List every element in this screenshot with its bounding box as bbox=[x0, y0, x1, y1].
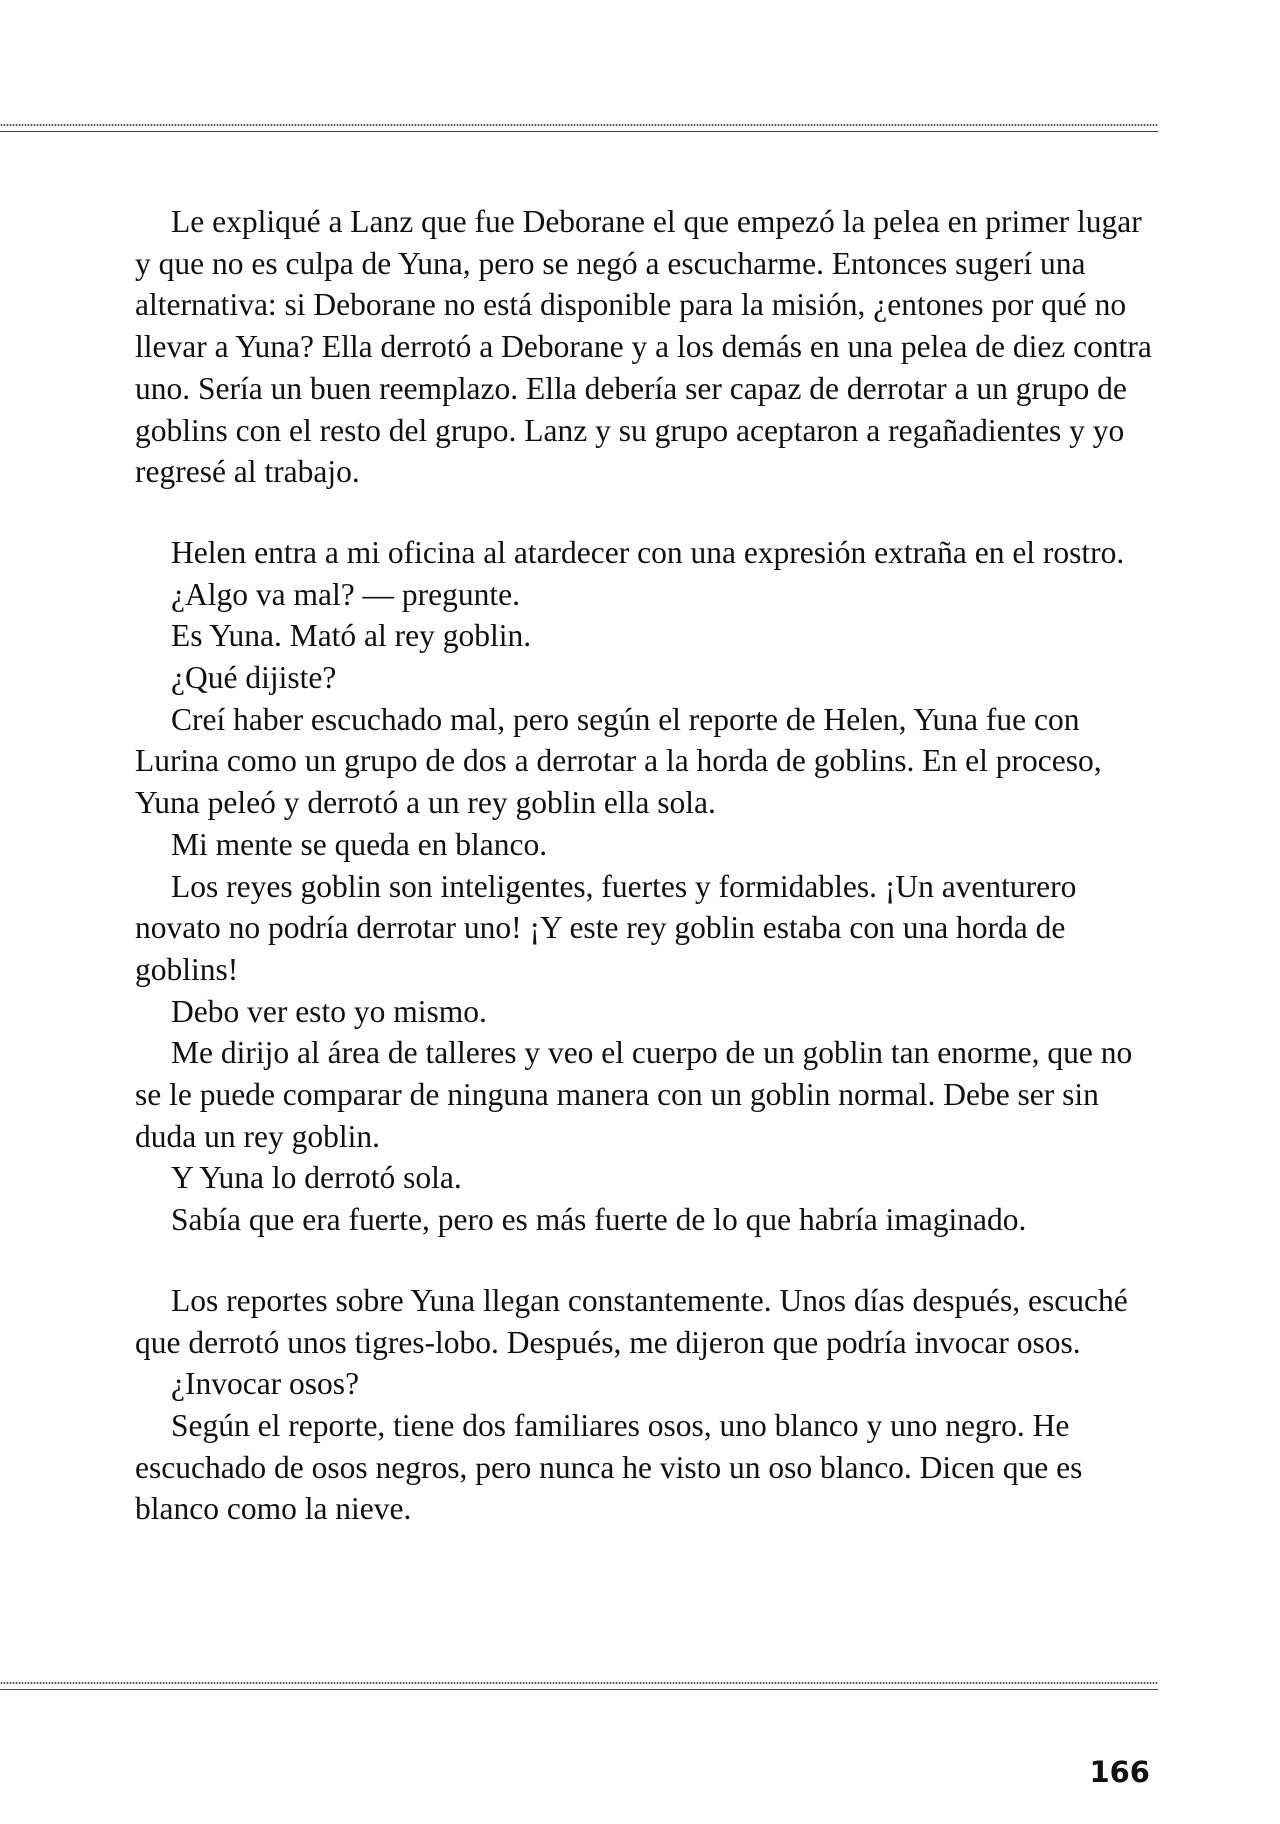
paragraph: Es Yuna. Mató al rey goblin. bbox=[171, 618, 532, 654]
paragraph: Los reyes goblin son inteligentes, fuertes y formidables. ¡Un aventurero novato no podría derrotar uno! ¡Y este rey goblin estaba con una horda de goblins! bbox=[135, 868, 1077, 987]
section-1 bbox=[135, 201, 1155, 493]
paragraph: Según el reporte, tiene dos familiares osos, uno blanco y uno negro. He escuchado de osos negros, pero nunca he visto un oso blanco. Dicen que es blanco como la nieve. bbox=[135, 1407, 1083, 1527]
header-rule bbox=[0, 124, 1158, 132]
page-number: 166 bbox=[1089, 1755, 1150, 1789]
paragraph: ¿Algo va mal? — pregunte. bbox=[171, 576, 521, 612]
header-rule-dots bbox=[0, 124, 1158, 126]
paragraph: Creí haber escuchado mal, pero según el reporte de Helen, Yuna fue con Lurina como un grupo de dos a derrotar a la horda de goblins. En el proceso, Yuna peleó y derrotó a un rey goblin ella sola. bbox=[135, 701, 1102, 821]
page-body bbox=[135, 201, 1155, 1530]
footer-rule-dots bbox=[0, 1682, 1158, 1684]
paragraph: Me dirijo al área de talleres y veo el cuerpo de un goblin tan enorme, que no se le puede comparar de ninguna manera con un goblin normal. Debe ser sin duda un rey goblin. bbox=[135, 1035, 1133, 1154]
paragraph: ¿Invocar osos? bbox=[171, 1366, 360, 1402]
paragraph: Debo ver esto yo mismo. bbox=[171, 993, 487, 1029]
paragraph: Helen entra a mi oficina al atardecer con una expresión extraña en el rostro. bbox=[171, 534, 1125, 570]
header-rule-line bbox=[0, 131, 1158, 133]
section-2 bbox=[135, 532, 1155, 1241]
paragraph: Le expliqué a Lanz que fue Deborane el que empezó la pelea en primer lugar y que no es culpa de Yuna, pero se negó a escucharme. Entonces sugerí una alternativa: si Deborane no está disponible para la misión, ¿entones por qué no llevar a Yuna? Ella derrotó a Deborane y a los demás en una pelea de diez contra uno. Sería un buen reemplazo. Ella debería ser capaz de derrotar a un grupo de goblins con el resto del grupo. Lanz y su grupo aceptaron a regañadientes y yo regresé al trabajo. bbox=[135, 204, 1152, 490]
paragraph: Sabía que era fuerte, pero es más fuerte de lo que habría imaginado. bbox=[171, 1202, 1027, 1238]
paragraph: ¿Qué dijiste? bbox=[171, 660, 337, 696]
paragraph: Los reportes sobre Yuna llegan constantemente. Unos días después, escuché que derrotó unos tigres-lobo. Después, me dijeron que podría invocar osos. bbox=[135, 1282, 1128, 1360]
paragraph: Y Yuna lo derrotó sola. bbox=[171, 1160, 462, 1196]
section-3 bbox=[135, 1280, 1155, 1530]
footer-rule bbox=[0, 1682, 1158, 1690]
paragraph: Mi mente se queda en blanco. bbox=[171, 826, 548, 862]
footer-rule-line bbox=[0, 1689, 1158, 1691]
